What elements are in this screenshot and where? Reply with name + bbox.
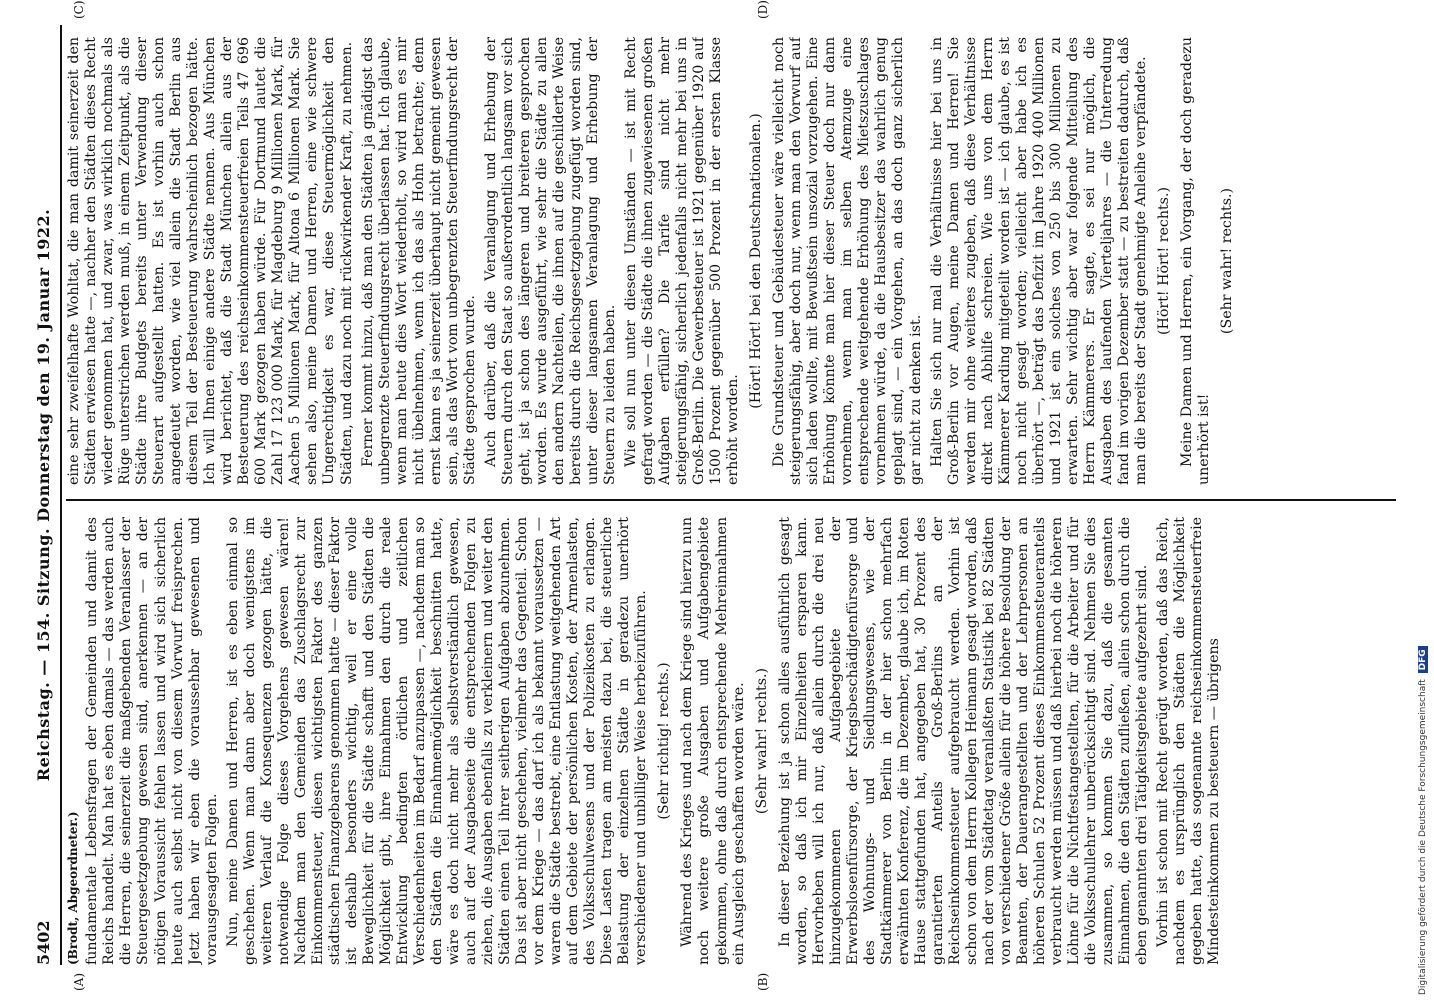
paragraph: Halten Sie sich nur mal die Verhältnisse hier bei uns in Groß-Berlin vor Augen, meine Damen und Herren! Sie werden mir ohne weiteres zugeben, daß diese Verhältnisse direkt nach Abhilfe schreien. Wie uns von dem Herrn Kämmerer Karding mitgeteilt worden ist — ich glaube, es ist noch nicht gesagt worden; vielleicht aber habe ich es überhört —, beträgt das Defizit im Jahre 1920 400 Millionen und 1921 ist ein solches von 250 bis 300 Millionen zu erwarten. Sehr wichtig aber war folgende Mitteilung des Herrn Kämmerers. Er sagte, es sei nur möglich, die Ausgaben des laufenden Vierteljahres — die Unterredung fand im vorigen Dezember statt — zu bestreiten dadurch, daß man die bereits der Stadt genehmigte Anleihe verpfändete. (928, 37, 1149, 485)
digitization-note: Digitalisierung gefördert durch die Deutsche Forschungsgemeinschaft (1418, 679, 1428, 995)
paragraph: fundamentale Lebensfragen der Gemeinden und damit des Reichs handelt. Man hat es eben damals — das werden auch die Herren, die seinerzeit die maßgebenden Veranlasser der Steuergesetzgebung gewesen sind, anerkennen — an der nötigen Voraussicht fehlen lassen und wird sich sicherlich heute auch selbst nicht von diesem Vorwurf freisprechen. Jetzt haben wir eben die voraussehbar gewesenen und vorausgesagten Folgen. (84, 517, 220, 965)
paragraph: Die Grundsteuer und Gebäudesteuer wäre vielleicht noch steigerungsfähig, aber doch nur, wenn man den Vorwurf auf sich laden wollte, mit Bewußtsein unsozial vorzugehen. Eine Erhöhung könnte man hier dieser Steuer doch nur dann vornehmen, wenn man im selben Atemzuge eine entsprechende weitgehende Erhöhung des Mietszuschlages vornehmen würde, da die Hausbesitzer das wahrlich genug geplagt sind, — ein Vorgehen, an das doch ganz sicherlich gar nicht zu denken ist. (771, 37, 924, 485)
interjection: (Sehr richtig! rechts.) (656, 662, 673, 820)
interjection: (Hört! Hört! rechts.) (1155, 186, 1172, 336)
paragraph: Auch darüber, daß die Veranlagung und Erhebung der Steuern durch den Staat so außerordentlich langsam vor sich geht, ist ja schon des längeren und breiteren gesprochen worden. Es wurde ausgeführt, wie sehr die Städte zu allen den andern Nachteilen, die ihnen auf die geschilderte Weise bereits durch die Reichsgesetzgebung zugefügt worden sind, unter dieser langsamen Veranlagung und Erhebung der Steuern zu leiden haben. (482, 37, 618, 485)
margin-marker-c: (C) (72, 0, 86, 19)
paragraph: Ferner kommt hinzu, daß man den Städten ja gnädigst das unbegrenzte Steuerfindungsrecht überlassen hat. Ich glaube, wenn man heute dies Wort wiederholt, so wird man es mir nicht übelnehmen, wenn ich das als Hohn betrachte; denn ernst kann es ja seinerzeit überhaupt nicht gemeint gewesen sein, als das Wort vom unbegrenzten Steuerfindungsrecht der Städte gesprochen wurde. (359, 37, 478, 485)
paragraph: Nun, meine Damen und Herren, ist es eben einmal so geschehen. Wenn man dann aber doch wenigstens im weiteren Verlauf die Konsequenzen gezogen hätte, die notwendige Folge dieses Vorgehens gewesen wären! Nachdem man den Gemeinden das Zuschlagsrecht zur Einkommensteuer, diesen wichtigsten Faktor des ganzen städtischen Finanzgebarens genommen hatte — dieser Faktor ist deshalb besonders wichtig, weil er eine volle Beweglichkeit für die Städte schafft und den Städten die Möglichkeit gibt, ihre Einnahmen den durch die reale Entwicklung bedingten örtlichen und zeitlichen Verschiedenheiten im Bedarf anzupassen —, nachdem man so den Städten die Einnahmemöglichkeit beschnitten hatte, wäre es doch nicht mehr als selbstverständlich gewesen, auch auf der Ausgabeseite die entsprechenden Folgen zu ziehen, die Ausgaben ebenfalls zu verkleinern und weiter den Städten einen Teil ihrer seitherigen Aufgaben abzunehmen. Das ist aber nicht geschehen, vielmehr das Gegenteil. Schon vor dem Kriege — das darf ich als bekannt voraussetzen — waren die Städte bestrebt, eine Entlastung weitgehenden Art auf dem Gebiete der persönlichen Kosten, der Armenlasten, des Volksschulwesens und der Polizeikosten zu erlangen. Diese Lasten tragen am meisten dazu bei, die steuerliche Belastung der einzelnen Städte in geradezu unerhört verschiedener und unbilliger Weise herbeizuführen. (224, 517, 650, 965)
paragraph: Während des Krieges und nach dem Kriege sind hierzu nun noch weitere große Ausgaben und Aufgabengebiete gekommen, ohne daß durch entsprechende Mehreinnahmen ein Ausgleich geschaffen worden wäre. (679, 517, 747, 965)
left-column (66, 517, 1396, 965)
page-number: 5402 (34, 920, 53, 965)
digitization-credit (1418, 646, 1428, 995)
running-title: Reichstag. — 154. Sitzung. Donnerstag den 19. Januar 1922. (34, 208, 53, 782)
paragraph: In dieser Beziehung ist ja schon alles ausführlich gesagt worden, so daß ich mir Einzelheiten ersparen kann. Hervorheben will ich nur, daß allein durch die drei neu hinzugekommenen Aufgabegebiete der Erwerbslosenfürsorge, der Kriegsbeschädigtenfürsorge und des Wohnungs- und Siedlungswesens, wie der Stadtkämmerer von Berlin in der hier schon mehrfach erwähnten Konferenz, die im Dezember, glaube ich, im Roten Hause stattgefunden hat, angegeben hat, 30 Prozent des garantierten Anteils Groß-Berlins an der Reichseinkommensteuer aufgebraucht werden. Vorhin ist schon von dem Herrn Kollegen Heimann gesagt worden, daß nach der vom Städtetag veranlaßten Statistik bei 82 Städten von verschiedener Größe allein für die höhere Besoldung der Beamten, der Dauerangestellten und der Lehrpersonen an höheren Schulen 52 Prozent dieses Einkommensteueranteils verbraucht werden müssen und daß hierbei noch die höheren Löhne für die Nichtfestangestellten, für die Arbeiter und für die Volksschullehrer unberücksichtigt sind. Nehmen Sie dies zusammen, so kommen Sie dazu, daß die gesamten Einnahmen, die den Städten zufließen, allein schon durch die eben genannten drei Tätigkeitsgebiete aufgezehrt sind. (776, 517, 1151, 965)
interjection: (Sehr wahr! rechts.) (1219, 187, 1236, 335)
paragraph: eine sehr zweifelhafte Wohltat, die man damit seinerzeit den Städten erwiesen hatte —, nachher den Städten dieses Recht wieder genommen hat, und zwar, was wirklich nochmals als Rüge unterstrichen werden muß, in einem Zeitpunkt, als die Städte ihre Budgets bereits unter Verwendung dieser Steuerart aufgestellt hatten. Es ist vorhin auch schon angedeutet worden, wie viel allein die Stadt Berlin aus diesem Teil der Besteuerung wahrscheinlich bezogen hätte. Ich will Ihnen einige andere Städte nennen. Aus München wird berichtet, daß die Stadt München allein aus der Besteuerung des reichseinkommensteuerfreien Teils 47 696 600 Mark gezogen haben würde. Für Dortmund lautet die Zahl 17 123 000 Mark, für Magdeburg 9 Millionen Mark, für Aachen 5 Millionen Mark, für Altona 6 Millionen Mark. Sie sehen also, meine Damen und Herren, eine wie schwere Ungerechtigkeit es war, diese Steuermöglichkeit den Städten, und dazu noch mit rückwirkender Kraft, zu nehmen. (66, 37, 355, 485)
margin-marker-b: (B) (756, 972, 770, 991)
document-page (30, 0, 1400, 991)
right-column (66, 37, 1396, 485)
interjection: (Hört! Hört! bei den Deutschnationalen.) (748, 113, 765, 409)
interjection: (Sehr wahr! rechts.) (753, 667, 770, 815)
column-divider (66, 499, 1396, 501)
margin-marker-d: (D) (756, 0, 770, 19)
margin-marker-a: (A) (72, 972, 86, 991)
page-header (30, 25, 62, 965)
text-columns (66, 0, 1396, 991)
dfg-logo: DFG (1418, 646, 1428, 673)
paragraph: Wie soll nun unter diesen Umständen — ist mit Recht gefragt worden — die Städte die ihnen zugewiesenen großen Aufgaben erfüllen? Die Tarife sind nicht mehr steigerungsfähig, sicherlich jedenfalls nicht mehr bei uns in Groß-Berlin. Die Gewerbesteuer ist 1921 gegenüber 1920 auf 1500 Prozent gegenüber 500 Prozent in der ersten Klasse erhöht worden. (623, 37, 742, 485)
speaker-name: (Brodt, Abgeordneter.) (66, 811, 80, 965)
paragraph: Meine Damen und Herren, ein Vorgang, der doch geradezu unerhört ist! (1178, 37, 1212, 485)
paragraph: Vorhin ist schon mit Recht gerügt worden, daß das Reich, nachdem es ursprünglich den Städten die Möglichkeit gegeben hatte, das sogenannte reichseinkommensteuerfreie Mindesteinkommen zu besteuern — übrigens (1155, 517, 1223, 965)
